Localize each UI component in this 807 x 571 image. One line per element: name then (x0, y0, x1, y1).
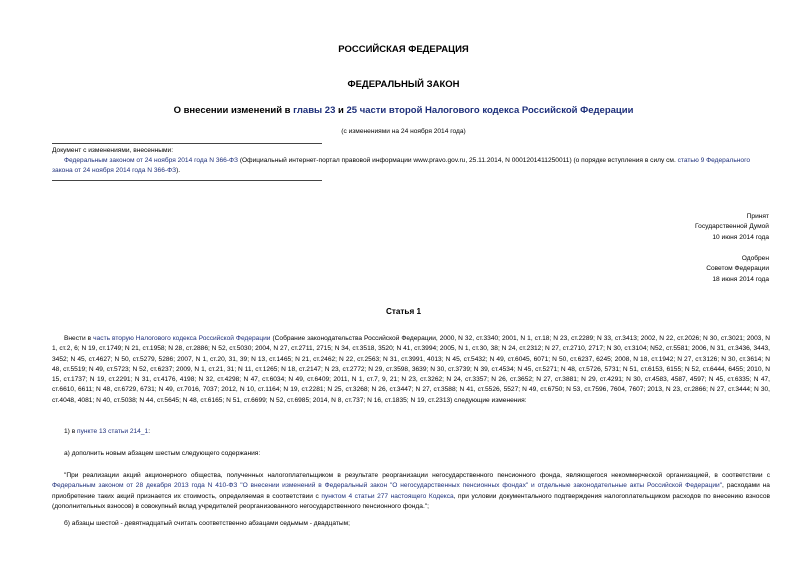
history-bottom-divider (52, 180, 322, 181)
item-1: 1) в пункте 13 статьи 214_1: (64, 428, 151, 435)
chapter-25-link[interactable]: 25 (346, 105, 358, 116)
law-title: О внесении изменений в главы 23 и 25 части второй Налогового кодекса Российской Федерации (173, 105, 634, 116)
federation-heading: РОССИЙСКАЯ ФЕДЕРАЦИЯ (338, 44, 469, 55)
approved-label: Одобрен (741, 255, 769, 262)
law-type-heading: ФЕДЕРАЛЬНЫЙ ЗАКОН (347, 79, 460, 90)
article-214-1-link[interactable]: пункте 13 статьи 214_1 (77, 428, 149, 435)
history-text: Федеральным законом от 24 ноября 2014 года N 366-ФЗ (Официальный интернет-портал правовой информации www.pravo.gov.ru, 25.11.2014, N 0001201411250011) (о порядке вступления в силу см. статью 9 Федерального закона от 24 ноября 2014 года N 366-ФЗ). (52, 157, 751, 174)
history-label: Документ с изменениями, внесенными: (52, 147, 174, 154)
adopted-label: Принят (746, 213, 769, 220)
adoption-block (569, 212, 769, 243)
duma-label: Государственной Думой (695, 223, 769, 231)
article-9-link[interactable]: статью 9 Федерального закона от 24 ноября 2014 года N 366-ФЗ (52, 157, 751, 174)
law-410-fz-link[interactable]: Федеральным законом от 28 декабря 2013 года N 410-ФЗ "О внесении изменений в Федеральный закон "О негосударственных пенсионных фондах" и отдельные законодательные акты Российской Федерации" (52, 482, 723, 490)
history-top-divider (52, 143, 322, 144)
article-intro: Внести в часть вторую Налогового кодекса Российской Федерации (Собрание законодательства Российской Федерации, 2000, N 32, ст.3340; 2001, N 1, ст.18; N 23, ст.2289; N 33, ст.3413; 2002, N 22, ст.2026; N 30, ст.3021; 2003, N 1, ст.2, 6; N 19, ст.1749; N 21, ст.1958; N 28, ст.2886; N 52, ст.5030; 2004, N 27, ст.2711, 2715; N 34, ст.3518, 3520; N 41, ст.3994; 2005, N 1, ст.30, 38; N 24, ст.2312; N 27, ст.2710, 2717; N 30, ст.3104; N52, ст.5581; 2006, N 31, ст.3436, 3443, 3452; N 45, ст.4627; N 50, ст.5279, 5286; 2007, N 1, ст.20, 31, 39; N 13, ст.1465; N 21, ст.2462; N 22, ст.2563; N 31, ст.3991, 4013; N 45, ст.5432; N 49, ст.6045, 6071; N 50, ст.6237, 6245; 2008, N 18, ст.1942; N 27, ст.3126; N 30, ст.3614; N 48, ст.5519; N 49, ст.5723; N 52, ст.6237; 2009, N 1, ст.21, 31; N 11, ст.1265; N 18, ст.2147; N 23, ст.2772; N 29, ст.3598, 3639; N 30, ст.3739; N 39, ст.4534; N 45, ст.5271; N 48, ст.5726, 5731; N 51, ст.6153, 6155; N 52, ст.6444, 6455; 2010, N 15, ст.1737; N 19, ст.2291; N 31, ст.4176, 4198; N 32, ст.4298; N 47, ст.6034; N 49, ст.6409; 2011, N 1, ст.7, 9, 21; N 23, ст.3262; N 24, ст.3357; N 26, ст.3652; N 27, ст.3881; N 29, ст.4291; N 30, ст.4583, 4587, 4597; N 45, ст.6335; N 47, ст.6610, 6611; N 48, ст.6729, 6731; N 49, ст.7016, 7037; 2012, N 10, ст.1164; N 19, ст.2281; N 25, ст.3268; N 26, ст.3447; N 27, ст.3588; N 41, ст.5526, 5527; N 49, ст.6750; N 53, ст.7596, 7604, 7607; 2013, N 23, ст.2866; N 27, ст.3444; N 30, ст.4048, 4081; N 40, ст.5038; N 44, ст.5645; N 48, ст.6165; N 51, ст.6699; N 52, ст.6985; 2014, N 8, ст.737; N 16, ст.1835; N 19, ст.2313) следующие изменения: (52, 335, 771, 404)
article-title: Статья 1 (385, 307, 422, 316)
amending-law-link[interactable]: Федеральным законом от 24 ноября 2014 года N 366-ФЗ (64, 157, 239, 164)
approval-block (569, 254, 769, 285)
council-label: Советом Федерации (706, 265, 769, 273)
chapter-23-link[interactable]: главы 23 (293, 105, 336, 116)
revision-subtitle: (с изменениями на 24 ноября 2014 года) (341, 128, 466, 135)
article-277-link[interactable]: пунктом 4 статьи 277 настоящего Кодекса (321, 492, 454, 500)
approved-date: 18 июня 2014 года (712, 275, 769, 283)
tax-code-link[interactable]: часть вторую Налогового кодекса Российской Федерации (93, 335, 271, 342)
item-a: а) дополнить новым абзацем шестым следующего содержания: (64, 450, 261, 457)
item-b: б) абзацы шестой - девятнадцатый считать соответственно абзацами седьмым - двадцатым; (64, 520, 350, 527)
adopted-date: 10 июня 2014 года (712, 233, 769, 241)
quoted-paragraph: "При реализации акций акционерного общества, полученных налогоплательщиком в результате реорганизации негосударственного пенсионного фонда, являющегося некоммерческой организацией, в соответствии с Федеральным законом от 28 декабря 2013 года N 410-ФЗ "О внесении изменений в Федеральный закон "О негосударственных пенсионных фондах" и отдельные законодательные акты Российской Федерации", расходами на приобретение таких акций признается их стоимость, определяемая в соответствии с пунктом 4 статьи 277 настоящего Кодекса, при условии документального подтверждения налогоплательщиком расходов по внесению взносов (дополнительных взносов) в совокупный вклад учредителей реорганизованного негосударственного пенсионного фонда."; (52, 472, 771, 510)
